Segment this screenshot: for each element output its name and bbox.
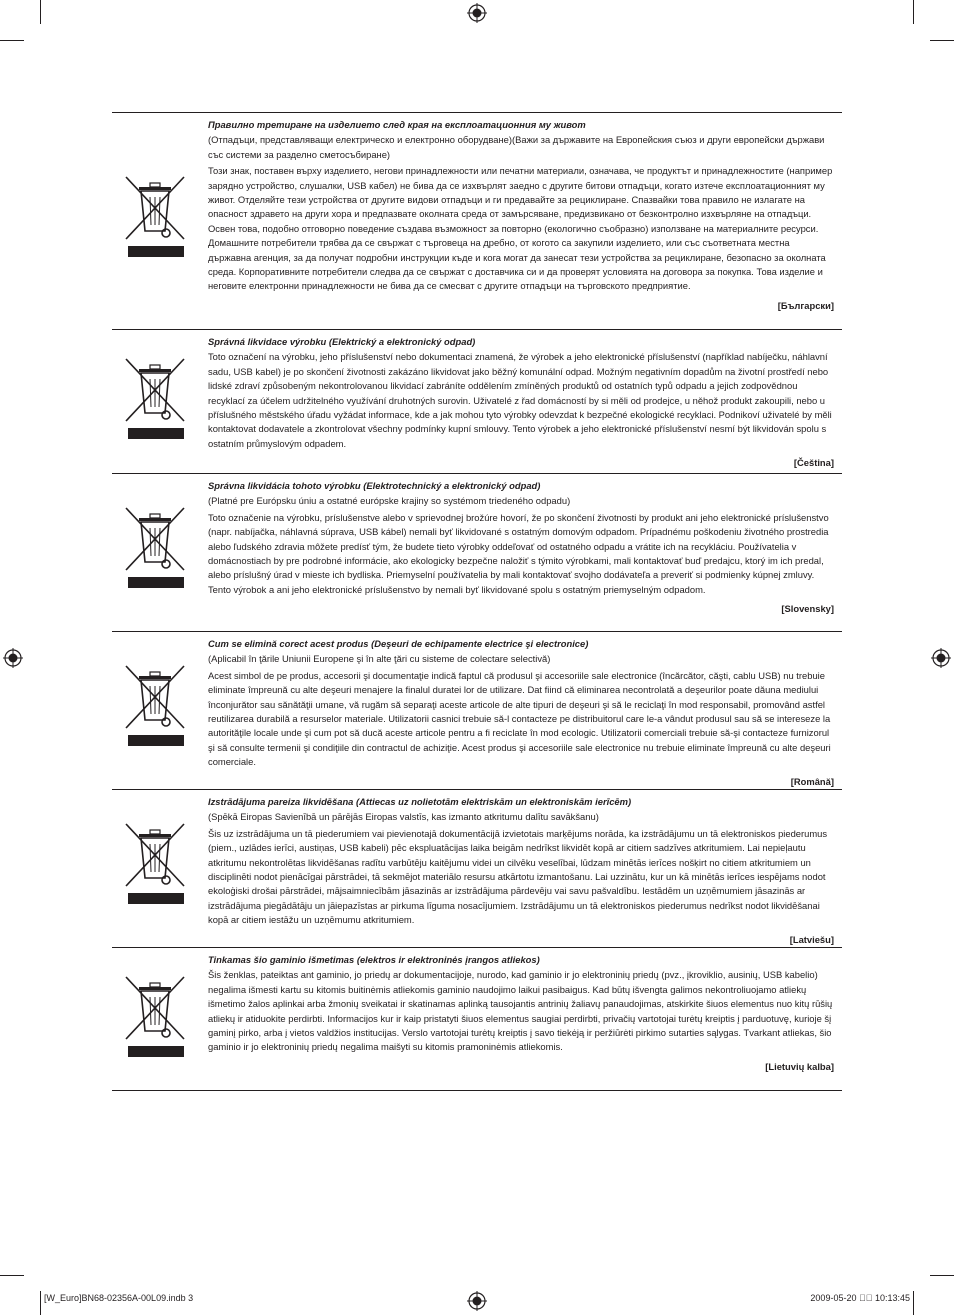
section-body: Acest simbol de pe produs, accesorii şi documentaţie indică faptul că produsul şi accesoriile sale electronice (încărcător, căşti, cablu USB) nu trebuie eliminate împreună cu alte deşeuri menajere la finalul duratei lor de utilizare. Dat fiind că eliminarea necontrolată a deşeurilor poate dăuna mediului înconjurător sau sănătăţii umane, vă rugăm să separaţi aceste articole de alte tipuri de deşeuri şi să le reciclaţi în mod responsabil, promovând astfel reutilizarea durabilă a resurselor materiale. Utilizatorii casnici trebuie să-l contacteze pe distribuitorul care le-a vândut produsul sau să se intereseze la autorităţile locale unde şi cum pot să ducă aceste articole pentru a fi reciclate în mod ecologic. Utilizatorii comerciali trebuie să-şi contacteze furnizorul şi să consulte termenii şi condiţiile din contractul de achiziţie. Acest produs şi accesoriile sale electronice nu trebuie eliminate împreună cu alte deşeuri comerciale. xyxy=(208,669,831,768)
crop-mark xyxy=(0,40,24,41)
registration-mark-icon xyxy=(931,648,951,668)
language-label: [Български] xyxy=(777,299,834,311)
weee-symbol xyxy=(122,504,188,588)
section-title: Správna likvidácia tohoto výrobku (Elektrotechnický a elektronický odpad) xyxy=(208,480,541,491)
disposal-section-czech xyxy=(112,329,842,473)
section-body: Šis ženklas, pateiktas ant gaminio, jo priedų ar dokumentacijoje, nurodo, kad gaminio ir jo elektroninių priedų (pvz., įkroviklio, ausinių, USB kabelio) negalima išmesti kartu su kitomis buitinėmis atliekomis gaminio naudojimo laikui pasibaigus. Kad būtų išvengta galimos nekontroliuojamo atliekų išmetimo žalos aplinkai arba žmonių sveikatai ir skatinamas aplinką tausojantis antrinių žaliavų panaudojimas, atskirkite šiuos elementus nuo kitų rūšių atliekų ir atiduokite perdirbti. Informacijos kur ir kaip pristatyti šiuos elementus saugiai perdirbti, privačių vartotojai turėtų kreiptis į parduotuvę, kurioje šį gaminį pirko, arba į vietos valdžios institucijas. Verslo vartotojai turėtų kreiptis į savo tiekėją ir peržiūrėti pirkimo sutarties sąlygas. Tvarkant atliekas, šio gaminio ir jo elektroninių priedų negalima maišyti su kitomis pramoninėmis atliekomis. xyxy=(208,969,833,1053)
weee-symbol xyxy=(122,820,188,904)
crop-mark xyxy=(0,1275,24,1276)
section-subtitle: (Aplicabil în ţările Uniunii Europene şi în alte ţări cu sisteme de colectare selectivă) xyxy=(208,653,551,665)
language-label: [Lietuvių kalba] xyxy=(765,1060,834,1072)
section-text xyxy=(208,474,842,620)
section-body: Toto označení na výrobku, jeho příslušenství nebo dokumentaci znamená, že výrobek a jeho elektronické příslušenství (například nabíječku, náhlavní sadu, USB kabel) je po skončení životnosti zakázáno likvidovat jako běžný komunální odpad. Možným negativním dopadům na životní prostředí nebo lidské zdraví způsobeným nekontrolovanou likvidací zabráníte oddělením zmíněných produktů od ostatních typů odpadu a jejich zodpovědnou recyklací za účelem udržitelného využívání druhotných surovin. Uživatelé z řad domácností by si měli od prodejce, u něhož produkt zakoupili, nebo u příslušného městského úřadu vyžádat informace, kde a jak mohou tyto výrobky odevzdat k bezpečné ekologické recyklaci. Podnikoví uživatelé by měli kontaktovat dodavatele a zkontrolovat všechny podmínky kupní smlouvy. Tento výrobek a jeho elektronické příslušenství nesmí být likvidován spolu s ostatním průmyslovým odpadem. xyxy=(208,351,832,449)
crossed-bin-icon xyxy=(122,355,188,425)
weee-symbol xyxy=(122,662,188,746)
section-subtitle: (Platné pre Európsku úniu a ostatné európske krajiny so systémom triedeného odpadu) xyxy=(208,495,571,507)
section-text xyxy=(208,632,842,792)
registration-mark-icon xyxy=(467,3,487,23)
section-title: Tinkamas šio gaminio išmetimas (elektros ir elektroninės įrangos atliekos) xyxy=(208,954,540,965)
section-text xyxy=(208,790,842,950)
crop-mark xyxy=(913,1291,914,1315)
disposal-section-lithuanian xyxy=(112,947,842,1091)
language-label: [Čeština] xyxy=(793,457,834,469)
crossed-bin-icon xyxy=(122,662,188,732)
crossed-bin-icon xyxy=(122,504,188,574)
weee-symbol xyxy=(122,973,188,1057)
section-text xyxy=(208,948,842,1077)
separate-collection-bar xyxy=(128,246,184,257)
separate-collection-bar xyxy=(128,577,184,588)
section-body: Toto označenie na výrobku, príslušenstve alebo v sprievodnej brožúre hovorí, že po skončení životnosti by produkt ani jeho elektronické príslušenstvo (napr. nabíjačka, náhlavná súprava, USB kábel) nemali byť likvidované s ostatným domovým odpadom. Prípadnému poškodeniu životného prostredia alebo ľudského zdravia môžete predísť tým, že budete tieto výrobky oddeľovať od ostatného odpadu a vrátite ich na recykláciu. Používatelia v domácnostiach by pre podrobné informácie, ako ekologicky bezpečne naložiť s týmito výrobkami, mali kontaktovať buď predajcu, ktorý im ich predal, alebo príslušný úrad v mieste ich bydliska. Priemyselní používatelia by mali kontaktovať svojho dodávateľa a preveriť si podmienky kúpnej zmluvy. Tento výrobok a ani jeho elektronické príslušenstvo by nemali byť likvidované spolu s ostatným priemyselným odpadom. xyxy=(208,511,829,595)
crop-mark xyxy=(40,0,41,24)
registration-mark-icon xyxy=(3,648,23,668)
footer-file-info: [W_Euro]BN68-02356A-00L09.indb 3 xyxy=(44,1293,194,1303)
crop-mark xyxy=(913,0,914,24)
crop-mark xyxy=(930,1275,954,1276)
disposal-section-bulgarian xyxy=(112,112,842,329)
section-text xyxy=(208,330,842,474)
registration-mark-icon xyxy=(467,1291,487,1311)
section-title: Izstrādājuma pareiza likvidēšana (Attiecas uz nolietotām elektriskām un elektroniskām ierīcēm) xyxy=(208,796,632,807)
disposal-section-latvian xyxy=(112,789,842,947)
section-text xyxy=(208,113,842,316)
footer-timestamp: 2009-05-20 ￿￿ 10:13:45 xyxy=(810,1293,910,1303)
crop-mark xyxy=(40,1291,41,1315)
crop-mark xyxy=(930,40,954,41)
section-title: Správná likvidace výrobku (Elektrický a elektronický odpad) xyxy=(208,336,476,347)
separate-collection-bar xyxy=(128,1046,184,1057)
section-body: Този знак, поставен върху изделието, негови принадлежности или печатни материали, означава, че продуктът и принадлежностите (например зарядно устройство, слушалки, USB кабел) не бива да се изхвърлят заедно с другите битови отпадъци, когато изтече експлоатационният му живот. Отделяйте тези устройства от другите видови отпадъци и ги предавайте за рециклиране. Спазвайки това правило не излагате на опасност здравето на други хора и предпазвате околната среда от замърсяване, предизвикано от безконтролно изхвърляне на отпадъци. Освен това, подобно отговорно поведение създава възможност за повторно (екологично съобразно) използване на материалните ресурси. Домашните потребители трябва да се свържат с търговеца на дребно, от когото са закупили изделието, или със съответната местна държавна агенция, за да получат подробни инструкции къде и кога могат да занесат тези устройства за рециклиране, безопасно за околната среда. Корпоративните потребители следва да се свържат с доставчика си и да проверят условията на договора за покупка. Това изделие и неговите електронни принадлежности не бива да се смесват с другите отпадъци на търговското предприятие. xyxy=(208,165,833,292)
section-subtitle: (Spēkā Eiropas Savienībā un pārējās Eiropas valstīs, kas izmanto atkritumu dalītu savākšanu) xyxy=(208,811,599,823)
separate-collection-bar xyxy=(128,893,184,904)
section-title: Правилно третиране на изделието след края на експлоатационния му живот xyxy=(208,119,586,130)
language-label: [Slovensky] xyxy=(781,603,834,615)
language-label: [Latviešu] xyxy=(789,933,834,945)
weee-symbol xyxy=(122,355,188,439)
separate-collection-bar xyxy=(128,428,184,439)
section-body: Šis uz izstrādājuma un tā piederumiem vai pievienotajā dokumentācijā izvietotais marķējums norāda, ka izstrādājumu un tā elektroniskos piederumus (piem., uzlādes ierīci, austiņas, USB kabeli) pēc ekspluatācijas laika beigām nedrīkst likvidēt kopā ar citiem sadzīves atkritumiem. Lai nepieļautu atkritumu nekontrolētas likvidēšanas radītu varbūtēju kaitējumu videi un cilvēku veselībai, lūdzam minētās ierīces nošķirt no citiem atkritumiem un disciplinēti nodot pienācīgai pārstrādei, tā sekmējot materiālo resursu atkārtotu izmantošanu. Lai uzzinātu, kur un kā minētās ierīces iespējams nodot ekoloģiski drošai pārstrādei, mājsaimniecībām jāsazinās ar izstrādājuma pārdevēju vai savu pašvaldību. Iestādēm un uzņēmumiem jāsazinās ar izstrādājuma piegādātāju un jāiepazīstas ar pirkuma līguma nosacījumiem. Izstrādājumu un tā elektroniskos piederumus nedrīkst nodot likvidēšanai kopā ar citiem iestāžu un uzņēmumu atkritumiem. xyxy=(208,827,828,926)
crossed-bin-icon xyxy=(122,173,188,243)
separate-collection-bar xyxy=(128,735,184,746)
crossed-bin-icon xyxy=(122,973,188,1043)
language-label: [Română] xyxy=(790,775,834,787)
section-subtitle: (Отпадъци, представляващи електрическо и електронно оборудване)(Важи за държавите на Европейския съюз и други европейски държави със системи за разделно сметосъбиране) xyxy=(208,134,825,160)
disposal-section-slovak xyxy=(112,473,842,631)
section-title: Cum se elimină corect acest produs (Deşeuri de echipamente electrice şi electronice) xyxy=(208,638,589,649)
crossed-bin-icon xyxy=(122,820,188,890)
disposal-table xyxy=(112,112,842,1091)
disposal-section-romanian xyxy=(112,631,842,789)
weee-symbol xyxy=(122,173,188,257)
